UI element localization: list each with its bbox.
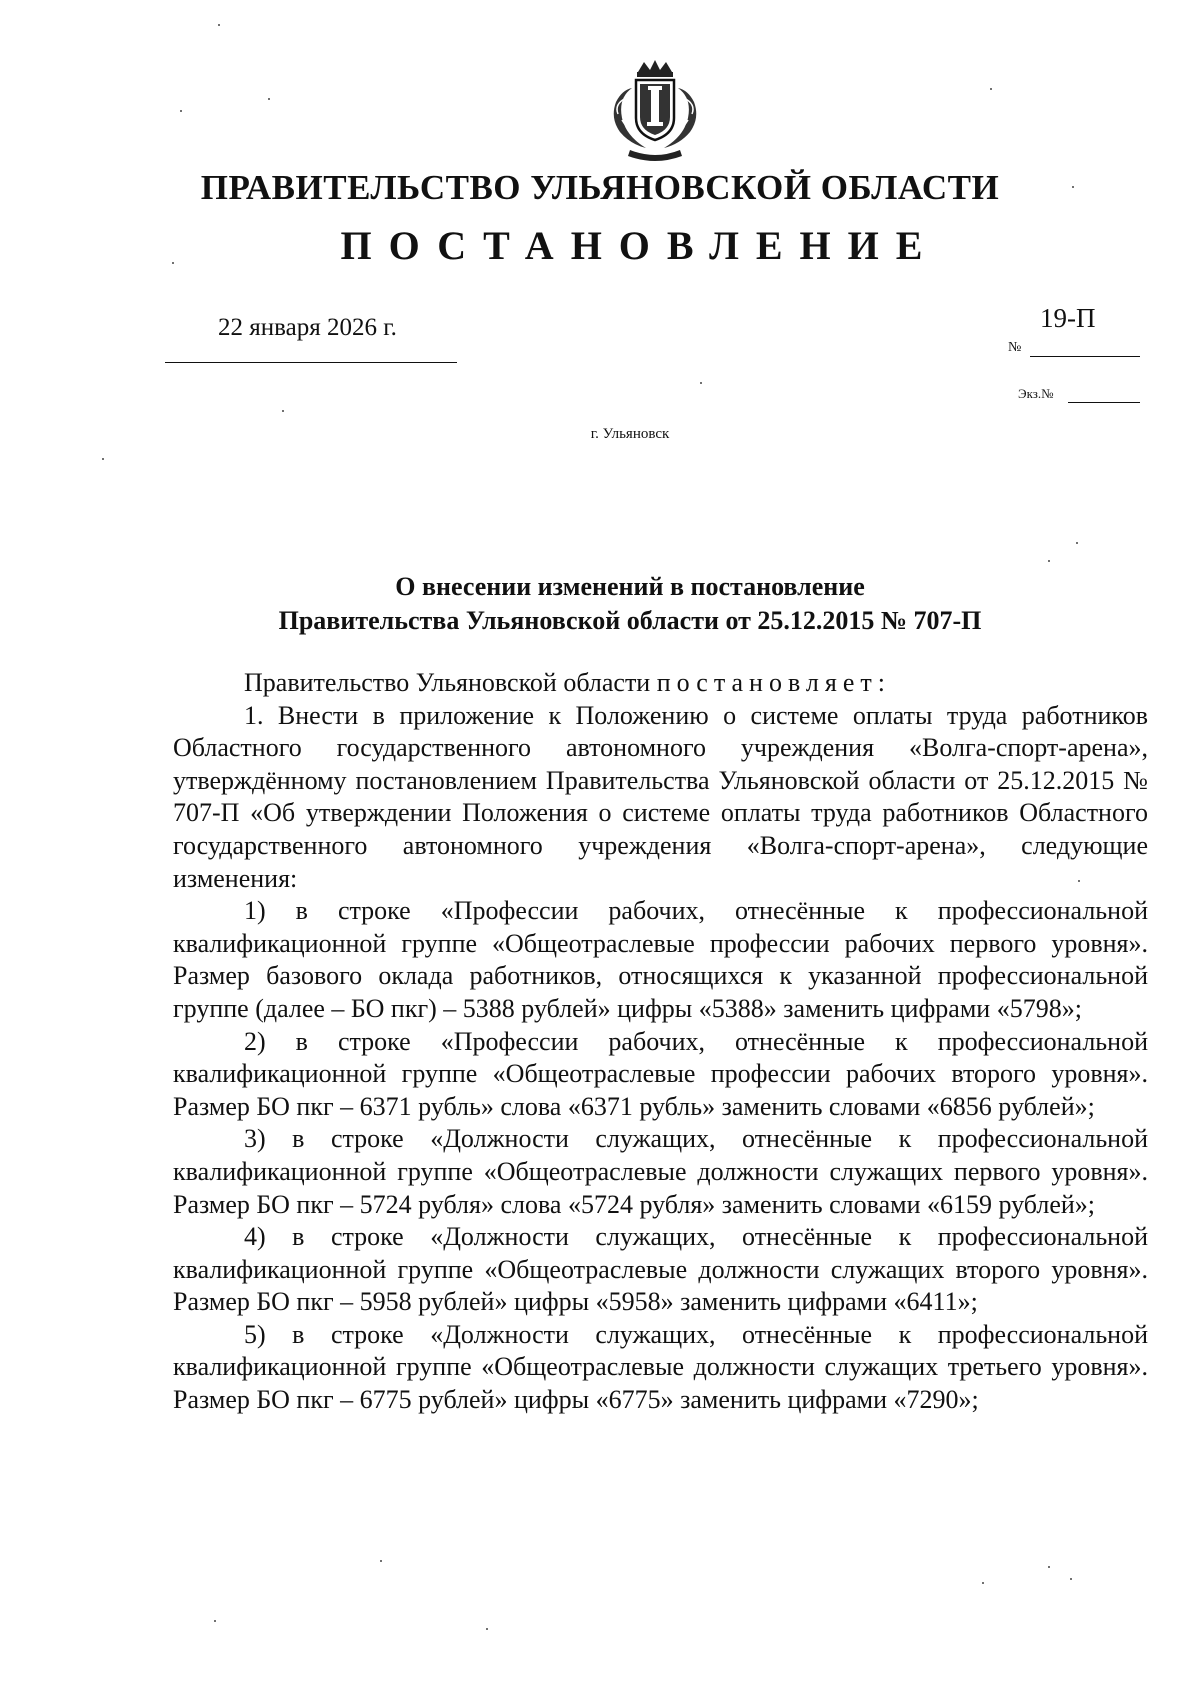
scan-speck [214,1620,216,1622]
document-body [173,667,1148,1417]
scan-speck [180,110,182,112]
scan-speck [1072,186,1074,188]
scan-speck [282,410,284,412]
document-type-title: ПОСТАНОВЛЕНИЕ [340,223,940,268]
scan-speck [268,98,270,100]
city-name: г. Ульяновск [590,426,670,442]
scan-speck [1078,880,1080,882]
preamble-verb: постановляет: [656,668,891,697]
subject-line-1: О внесении изменений в постановление [395,572,865,601]
scan-speck [486,1628,488,1630]
scan-speck [380,1560,382,1562]
scan-speck [1048,560,1050,562]
scan-speck [700,382,702,384]
scan-speck [172,262,174,264]
subject-line-2: Правительства Ульяновской области от 25.12.2015 № 707-П [278,606,982,635]
scan-speck [1048,1566,1050,1568]
date-underline [165,362,457,363]
ulyanovsk-coat-of-arms-icon [600,58,710,166]
preamble [173,667,1148,700]
paragraph-1: 1. Внести в приложение к Положению о системе оплаты труда работников Областного государственного автономного учреждения «Волга-спорт-арена», утверждённому постановлением Правительства Ульяновской области от 25.12.2015 № 707-П «Об утверждении Положения о системе оплаты труда работников Областного государственного автономного учреждения «Волга-спорт-арена», следующие изменения: [173,700,1148,893]
document-date: 22 января 2026 г. [218,314,397,341]
preamble-start: Правительство Ульяновской области [244,668,657,697]
number-label: № [1008,340,1022,355]
paragraph-1-item-2: 2) в строке «Профессии рабочих, отнесённые к профессиональной квалификационной группе «Общеотраслевые профессии рабочих второго уровня». Размер БО пкг – 6371 рубль» слова «6371 рубль» заменить словами «6856 рублей»; [173,1026,1148,1121]
scan-speck [1076,542,1078,544]
number-underline [1030,356,1140,357]
paragraph-1-item-1: 1) в строке «Профессии рабочих, отнесённые к профессиональной квалификационной группе «Общеотраслевые профессии рабочих первого уровня». Размер базового оклада работников, относящихся к указанной профессиональной группе (далее – БО пкг) – 5388 рублей» цифры «5388» заменить цифрами «5798»; [173,896,1148,1023]
document-number: 19-П [1040,303,1096,333]
paragraph-1-item-3: 3) в строке «Должности служащих, отнесённые к профессиональной квалификационной группе «Общеотраслевые должности служащих первого уровня». Размер БО пкг – 5724 рубля» слова «5724 рубля» заменить словами «6159 рублей»; [173,1124,1148,1219]
scan-speck [218,24,220,26]
paragraph-1-item-4: 4) в строке «Должности служащих, отнесённые к профессиональной квалификационной группе «Общеотраслевые должности служащих второго уровня». Размер БО пкг – 5958 рублей» цифры «5958» заменить цифрами «6411»; [173,1222,1148,1317]
copy-number-underline [1068,402,1140,403]
government-title: ПРАВИТЕЛЬСТВО УЛЬЯНОВСКОЙ ОБЛАСТИ [200,168,1000,207]
paragraph-1-item-5: 5) в строке «Должности служащих, отнесённые к профессиональной квалификационной группе «Общеотраслевые должности служащих третьего уровня». Размер БО пкг – 6775 рублей» цифры «6775» заменить цифрами «7290»; [173,1319,1148,1415]
scan-speck [990,88,992,90]
document-subject [0,570,1200,638]
scan-speck [1070,1578,1072,1580]
scan-speck [982,1582,984,1584]
scan-speck [102,458,104,460]
copy-number-label: Экз.№ [1018,386,1054,401]
